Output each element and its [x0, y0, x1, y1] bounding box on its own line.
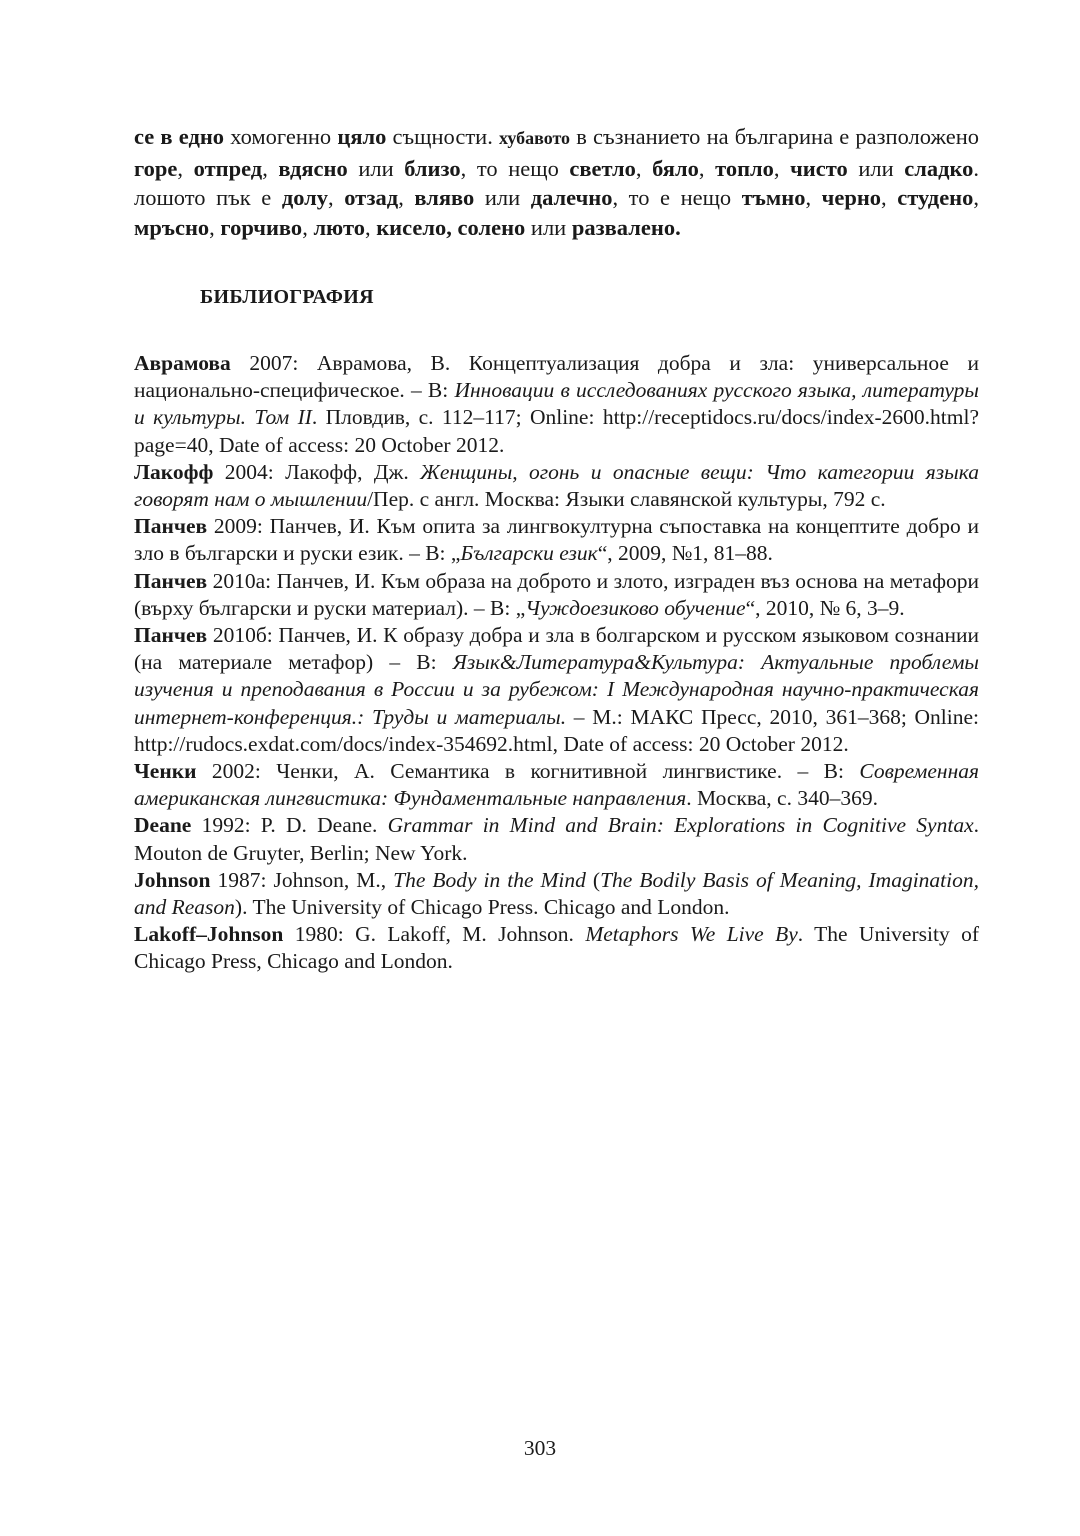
bibliography-entry [134, 350, 979, 459]
entry-text: 2004: Лакофф, Дж. [213, 459, 421, 484]
bibliography-entry [134, 568, 979, 622]
bold-term: отпред [193, 155, 263, 181]
entry-text: . Mouton de Gruyter, Berlin; New York. [134, 813, 979, 865]
bold-term: далечно [530, 185, 613, 210]
entry-text: ). The University of Chicago Press. Chicago and London. [234, 895, 730, 920]
text-run: , [973, 185, 980, 210]
entry-author: Ченки [134, 759, 197, 784]
small-caps-term: хубавото [499, 128, 571, 148]
entry-text: 2010а: Панчев, И. Към образа на доброто и злото, изграден въз основа на метафори (върху български и руски материал). – В: „ [134, 568, 979, 620]
bold-term: цяло [337, 124, 387, 149]
entry-text: ( [585, 867, 601, 892]
bold-term: кисело, солено [376, 214, 526, 240]
entry-title: Чуждоезиково обучение [525, 595, 746, 620]
entry-text: . Пловдив, с. 112–117; Online: http://receptidocs.ru/docs/index-2600.html?page=40, Date of access: 20 October 2012. [134, 405, 979, 457]
entry-title: Grammar in Mind and Brain: Explorations in Cognitive Syntax [387, 813, 974, 838]
text-run: , то е нещо [612, 185, 742, 210]
entry-author: Панчев [134, 623, 208, 648]
text-run: , [635, 155, 653, 181]
text-run: , [364, 214, 377, 240]
entry-text: . The University of Chicago Press, Chicago and London. [134, 922, 979, 974]
bold-term: тъмно [741, 185, 806, 210]
bold-term: близо [404, 155, 461, 181]
bold-term: топло [715, 155, 774, 181]
entry-title: Български език [460, 541, 598, 566]
bold-term: се в едно [134, 124, 225, 149]
bibliography-entry [134, 459, 979, 513]
entry-text: 1992: P. D. Deane. [191, 813, 388, 838]
entry-text: 2010б: Панчев, И. К образу добра и зла в болгарском и русском языковом сознании (на материале метафор) – В: [134, 623, 979, 675]
text-run: , [698, 155, 716, 181]
bold-term: чисто [790, 155, 848, 181]
entry-text: . Москва, с. 340–369. [686, 786, 878, 811]
entry-author: Lakoff–Johnson [134, 922, 284, 947]
bold-term: студено [897, 185, 974, 210]
bibliography-entry [134, 921, 979, 975]
bold-term: горчиво [220, 214, 303, 240]
text-run: хомогенно [224, 124, 338, 149]
entry-author: Лакофф [134, 459, 214, 484]
text-run: , [398, 185, 415, 210]
entry-text: 1987: Johnson, M., [210, 867, 394, 892]
bold-term: черно [821, 185, 882, 210]
entry-text: 1980: G. Lakoff, M. Johnson. [283, 922, 586, 947]
bold-term: развалено. [571, 214, 681, 240]
text-run: , [177, 155, 194, 181]
entry-title: Инновации в исследованиях русского языка, литературы и культуры. Том II [134, 378, 979, 430]
bold-term: отзад [344, 185, 399, 210]
text-run: в съзнанието на българина е разположено [570, 124, 979, 149]
entry-text: “, 2010, № 6, 3–9. [745, 595, 905, 620]
bold-term: вдясно [278, 155, 348, 181]
bold-term: сладко [904, 155, 974, 181]
bold-term: мръсно [134, 214, 210, 240]
entry-text: /Пер. с англ. Москва: Языки славянской культуры, 792 с. [367, 487, 886, 512]
entry-text: 2009: Панчев, И. Към опита за лингвокултурна съпоставка на концептите добро и зло в български и руски език. – В: „ [134, 514, 979, 566]
entry-title: Язык&Литература&Культура: Актуальные проблемы изучения и преподавания в России и за рубежом: I Международная научно-практическая интернет-конференция.: Труды и материалы. [134, 650, 979, 729]
bold-term: вляво [414, 185, 475, 210]
text-run: или [474, 185, 531, 210]
entry-title: Женщины, огонь и опасные вещи: Что категории языка говорят нам о мышлении [134, 459, 979, 512]
bibliography-list [134, 350, 979, 976]
bibliography-heading: БИБЛИОГРАФИЯ [200, 286, 374, 308]
bibliography-entry [134, 812, 979, 866]
bold-term: долу [281, 185, 329, 210]
bibliography-entry [134, 867, 979, 921]
text-run: , [881, 185, 898, 210]
entry-author: Панчев [134, 568, 208, 593]
bold-term: люто [313, 214, 365, 240]
bold-term: горе [134, 155, 178, 181]
entry-author: Johnson [134, 867, 211, 892]
entry-author: Панчев [134, 514, 208, 539]
bibliography-entry [134, 758, 979, 812]
entry-title: Metaphors We Live By [585, 922, 798, 947]
text-run: или [525, 214, 572, 240]
text-run: , [209, 214, 221, 240]
bibliography-entry [134, 622, 979, 758]
text-run: . лошото пък е [134, 155, 980, 210]
entry-text: 2007: Аврамова, В. Концептуализация добра и зла: универсальное и национально-специфическое. – В: [134, 351, 979, 403]
text-run: , то нещо [460, 155, 570, 181]
entry-text: 2002: Ченки, А. Семантика в когнитивной лингвистике. – В: [196, 759, 860, 784]
entry-author: Аврамова [134, 351, 231, 375]
entry-title: Современная американская лингвистика: Фундаментальные направления [134, 759, 979, 811]
body-paragraph [134, 122, 979, 242]
entry-title: The Body in the Mind [393, 867, 586, 892]
entry-text: – М.: МАКС Пресс, 2010, 361–368; Online: http://rudocs.exdat.com/docs/index-354692.html, Date of access: 20 October 2012. [134, 704, 979, 756]
text-run: , [805, 185, 822, 210]
page-number: 303 [523, 1436, 557, 1460]
text-run: същности. [386, 124, 500, 149]
text-run: или [347, 155, 405, 181]
text-run: , [262, 155, 279, 181]
entry-author: Deane [134, 813, 192, 838]
text-run: , [773, 155, 791, 181]
text-run: , [328, 185, 345, 210]
text-run: , [302, 214, 314, 240]
entry-subtitle: The Bodily Basis of Meaning, Imagination, and Reason [134, 867, 979, 920]
text-run: или [847, 155, 905, 181]
bold-term: бяло [652, 155, 699, 181]
bold-term: светло [569, 155, 636, 181]
entry-text: “, 2009, №1, 81–88. [597, 541, 773, 566]
bibliography-entry [134, 513, 979, 567]
